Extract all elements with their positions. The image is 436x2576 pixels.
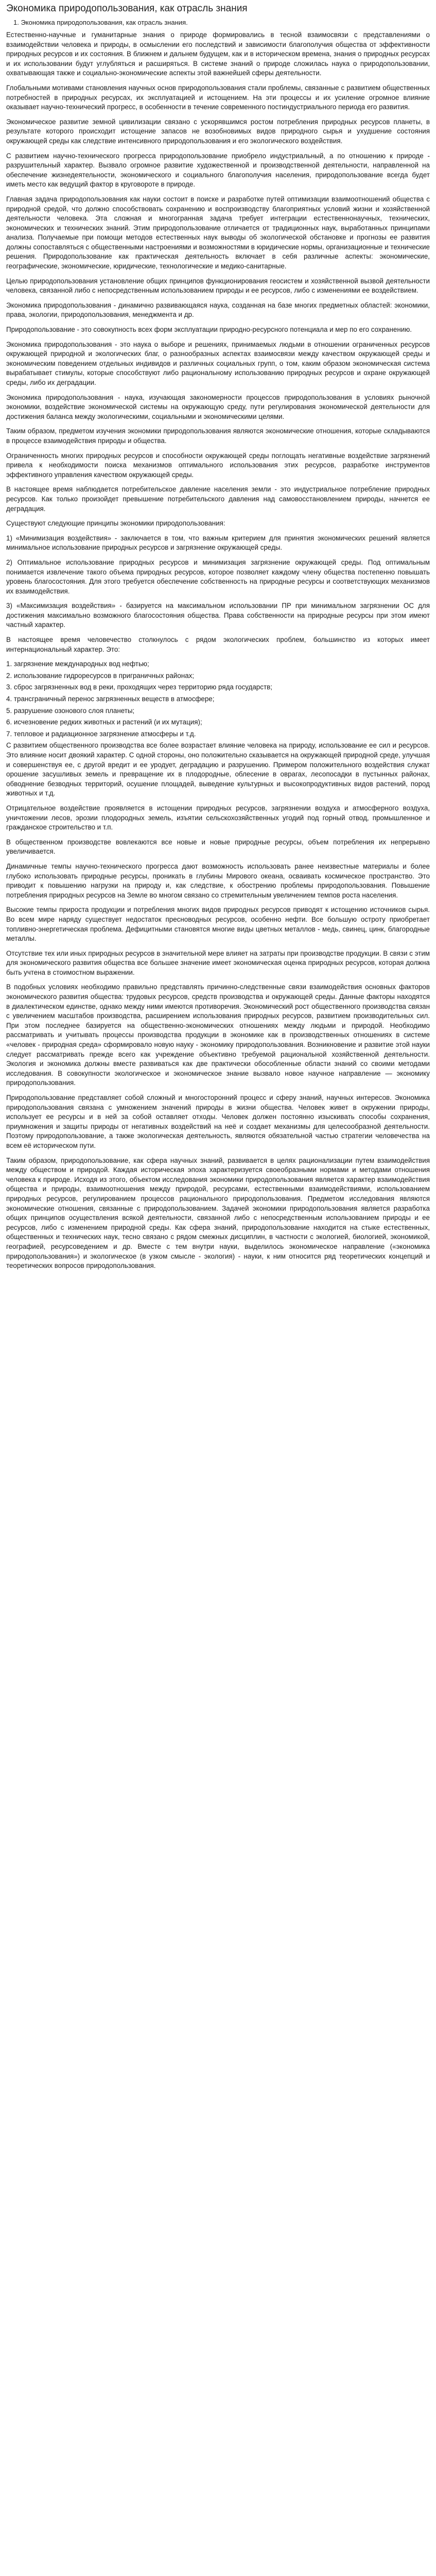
paragraph: Экономика природопользования - это наука о выборе и решениях, принимаемых людьми в отношении ограниченных ресурсов окружающей природной и экологических благ, о разнообразных аспектах взаимосвязи между качеством окружающей среды и экономическим поведением отдельных индивидов и различных социальных групп, о том, каким образом экономическая система вырабатывает стимулы, которые способствуют либо рациональному использованию природных ресурсов и охране окружающей среды, либо их деградации. xyxy=(6,340,430,386)
paragraph: 2) Оптимальное использование природных ресурсов и минимизация загрязнение окружающей среды. Под оптимальным понимается извлечение такого объема природных ресурсов, которое позволяет каждому члену общества постепенно повышать уровень благосостояния. Для этого требуется обеспечение собственность на природные ресурсы и соответствующих механизмов их взаимодействия. xyxy=(6,558,430,595)
paragraph: Природопользование представляет собой сложный и многосторонний процесс и сферу знаний, научных интересов. Экономика природопользования связана с умножением значений природы в жизни общества. Человек живет в окружении природы, использует ее ресурсы и в ней за собой оставляет отходы. Человек должен постоянно изыскивать способы сохранения, приумножения и защиты природы от негативных воздействий на неё и создает механизмы для целесообразной деятельности. Поэтому природопользование, а также экологическая деятельность, являются обязательной частью стратегии человечества на всем её историческом пути. xyxy=(6,1094,430,1149)
paragraph: Таким образом, предметом изучения экономики природопользования являются экономические отношения, которые складываются в процессе взаимодействия природы и общества. xyxy=(6,427,430,445)
paragraph: Природопользование - это совокупность всех форм эксплуатации природно-ресурсного потенциала и мер по его сохранению. xyxy=(6,326,412,334)
paragraph: 4. трансграничный перенос загрязненных веществ в атмосфере; xyxy=(6,695,215,703)
paragraph: Глобальными мотивами становления научных основ природопользования стали проблемы, связанные с развитием общественных потребностей в природных ресурсах, их эксплуатацией и истощением. На эти процессы и их усиление огромное влияние оказывает научно-технический прогресс, в особенности в течение современного постиндустриального периода его развития. xyxy=(6,83,430,111)
paragraph: Экономика природопользования - динамично развивающаяся наука, созданная на базе многих предметных областей: экономики, права, экологии, природопользования, менеджмента и др. xyxy=(6,301,430,319)
paragraph: 1. загрязнение международных вод нефтью; xyxy=(6,660,149,668)
paragraph: Целью природопользования установление общих принципов функционирования геосистем и хозяйственной вызвой деятельности человека, связанной либо с непосредственным использованием природы и ее ресурсов, либо с изменениями ее воздействием. xyxy=(6,277,430,295)
document-page xyxy=(0,0,436,1281)
paragraph: Ограниченность многих природных ресурсов и способности окружающей среды поглощать негативные воздействие загрязнений привела к необходимости поиска механизмов оптимального использования этих ресурсов, разработке инструментов эффективного управления качеством окружающей среды. xyxy=(6,451,430,479)
paragraph: 5. разрушение озонового слоя планеты; xyxy=(6,706,135,715)
paragraph: В подобных условиях необходимо правильно представлять причинно-следственные связи взаимодействия основных факторов экономического развития общества: трудовых ресурсов, средств производства и окружающей среды. Данные факторы находятся в диалектическом единстве, однако между ними имеются противоречия. Экономический рост общественного производства связан с увеличением масштабов производства, расширением использования природных ресурсов, развитием производительных сил. При этом последнее базируется на общественно-экономических отношениях между людьми и природой. Необходимо рассматривать и учитывать процессы производства продукции в экономике как в производственных отношениях в системе «человек - природная среда» сформировало новую науку - экономику природопользования. Возникновение и развитие этой науки следует рассматривать прежде всего как учреждение объективно требуемой рациональной хозяйственной деятельности. Экология и экономика должны вместе развиваться как две практически обособленные области знаний со своими методами исследования. В совокупности экологическое и экономическое знание вызвало новое научное направление — экономику природопользования. xyxy=(6,983,430,1087)
paragraph: Высокие темпы прироста продукции и потребления многих видов природных ресурсов приводят к истощению источников сырья. Во всем мире наряду существует недостаток пресноводных ресурсов, особенно нефти. Все большую остроту приобретает топливно-энергетическая проблема. Дефицитными становятся многие виды цветных металлов - медь, свинец, цинк, благородные металлы. xyxy=(6,906,430,943)
section-heading: 1. Экономика природопользования, как отрасль знания. xyxy=(13,19,188,26)
paragraph: 3. сброс загрязненных вод в реки, проходящих через территорию ряда государств; xyxy=(6,683,272,691)
paragraph: Главная задача природопользования как науки состоит в поиске и разработке путей оптимизации взаимоотношений общества с природной средой, что должно способствовать сохранению и воспроизводству благоприятных условий жизни и хозяйственной деятельности человека. Эта сложная и многогранная задача требует интеграции естественнонаучных, технических, экономических и технических знаний. Этим природопользование отличается от традиционных наук, выработанных принципами анализа. Получаемые при помощи методов естественных наук выводы об экологической обстановке и прогнозы ее развития должны сопоставляться с общественными настроениями и возможностями в юридические нормы, организационные и технические решения. Природопользование как практическая деятельность включает в себя различные аспекты: экономические, географические, экономические, юридические, технологические и медико-санитарные. xyxy=(6,195,430,270)
paragraph: 3) «Максимизация воздействия» - базируется на максимальном использовании ПР при минимальном загрязнении ОС для достижения максимально возможного благосостояния общества. Права собственности на природные ресурсы при этом имеют частный характер. xyxy=(6,602,430,629)
document-body xyxy=(6,30,430,1271)
paragraph: Динамичные темпы научно-технического прогресса дают возможность использовать ранее неизвестные материалы и более глубоко использовать природные ресурсы, проникать в глубины Мирового океана, осваивать космическое пространство. Это приводит к повышению нагрузки на природу и, как следствие, к обострению проблемы природопользования. Повышение потребления природных ресурсов на Земле во многом связано со стремительным увеличением темпов роста населения. xyxy=(6,862,430,899)
paragraph: 6. исчезновение редких животных и растений (и их мутация); xyxy=(6,718,202,726)
page-title: Экономика природопользования, как отрасль знания xyxy=(6,3,248,14)
paragraph: В настоящее время наблюдается потребительское давление населения земли - это индустриальное потребление природных ресурсов. Как только произойдет превышение потребительского давления над самовосстановлением природы, начнется ее деградация. xyxy=(6,485,430,513)
paragraph: Отрицательное воздействие проявляется в истощении природных ресурсов, загрязнении воздуха и атмосферного воздуха, уничтожении лесов, эрозии плодородных земель, изъятии сельскохозяйственных угодий под горный отвод, промышленное и гражданское строительство и т.п. xyxy=(6,804,430,832)
paragraph: 7. тепловое и радиационное загрязнение атмосферы и т.д. xyxy=(6,730,196,738)
paragraph: Существуют следующие принципы экономики природопользования: xyxy=(6,519,225,528)
paragraph: В общественном производстве вовлекаются все новые и новые природные ресурсы, объем потребления их непрерывно увеличивается. xyxy=(6,838,430,856)
paragraph: Естественно-научные и гуманитарные знания о природе формировались в тесной взаимосвязи с представлениями о взаимодействии человека и природы, в осмыслении его последствий и зависимости благополучия общества от эффективности природных ресурсов и их состояния. В ближнем и дальнем будущем, как и в историческом времена, знания о природных ресурсах и их использовании будут углубляться и расширяться. В системе знаний о природе сложилась наука о природопользовании, охватывающая также и социально-экономические аспекты этой важнейшей сферы деятельности. xyxy=(6,31,430,77)
paragraph: Таким образом, природопользование, как сфера научных знаний, развивается в целях рационализации путем взаимодействия между обществом и природой. Каждая историческая эпоха характеризуется своеобразными нормами и методами отношения человека к природе. Исходя из этого, объектом исследования экономики природопользования является характер взаимодействия общества и природы, взаимоотношения между природой, ресурсами, естественными взаимодействиями, использованием природных ресурсов, регулированием процессов рационального природопользования. Предметом исследования являются экономические отношения, связанные с природопользованием. Задачей экономики природопользования является разработка общих принципов осуществления всякой деятельности, связанной либо с непосредственным использованием природы и ее ресурсов, либо с изменением природной среды. Как сфера знаний, природопользование находится на стыке естественных, общественных и технических наук, тесно связано с рядом смежных дисциплин, в частности с экологией, биологией, экономикой, географией, ресурсоведением и др. Вместе с тем внутри науки, выделилось экономическое направление («экономика природопользования») и экологическое (в узком смысле - экология) - науки, к ним относится ряд теоретических концепций и теоретических вопросов природопользования. xyxy=(6,1156,430,1270)
paragraph: С развитием общественного производства все более возрастает влияние человека на природу, использование ее сил и ресурсов. Это влияние носит двоякий характер. С одной стороны, оно положительно сказывается на окружающей природной среде, улучшая и совершенствуя ее, с другой вредит и ее уродует, деградацию и разрушению. Примером положительного воздействия служат орошение засушливых земель и превращение их в плодородные, облесение в оврагах, лесопосадки в пустынных районах, обводнение безводных территорий, осушение площадей, выведение культурных и высокопродуктивных видов растений, пород животных и т.д. xyxy=(6,741,430,798)
paragraph: С развитием научно-технического прогресса природопользование приобрело индустриальный, а по отношению к природе - разрушительный характер. Вызвало огромное развитие художественной и производственной деятельности, направленной на обеспечение жизнедеятельности, экономического и социального благополучия населения, природопользование всегда будет иметь место как ведущий фактор в круговороте в природе. xyxy=(6,151,430,189)
paragraph: В настоящее время человечество столкнулось с рядом экологических проблем, большинство из которых имеет интернациональный характер. Это: xyxy=(6,636,430,653)
paragraph: 1) «Минимизация воздействия» - заключается в том, что важным критерием для принятия экономических решений является минимальное использование природных ресурсов и загрязнение окружающей среды. xyxy=(6,534,430,552)
paragraph: 2. использование гидроресурсов в приграничных районах; xyxy=(6,671,195,680)
paragraph: Отсутствие тех или иных природных ресурсов в значительной мере влияет на затраты при производстве продукции. В связи с этим для экономического развития общества все большее значение имеет экономическая оценка природных ресурсов, которая должна быть учтена в стоимостном выражении. xyxy=(6,949,430,976)
paragraph: Экономика природопользования - наука, изучающая закономерности процессов природопользования в условиях рыночной экономики, воздействие экономической системы на окружающую среду, пути регулирования экономической деятельности для достижения баланса между экологическими, социальными и экономическими целями. xyxy=(6,393,430,420)
paragraph: Экономическое развитие земной цивилизации связано с ускорявшимся ростом потребления природных ресурсов планеты, в результате которого происходит истощение запасов не возобновимых видов природного сырья и ухудшение состояния окружающей среды как следствие интенсивного природопользования и его экологического воздействия. xyxy=(6,117,430,145)
